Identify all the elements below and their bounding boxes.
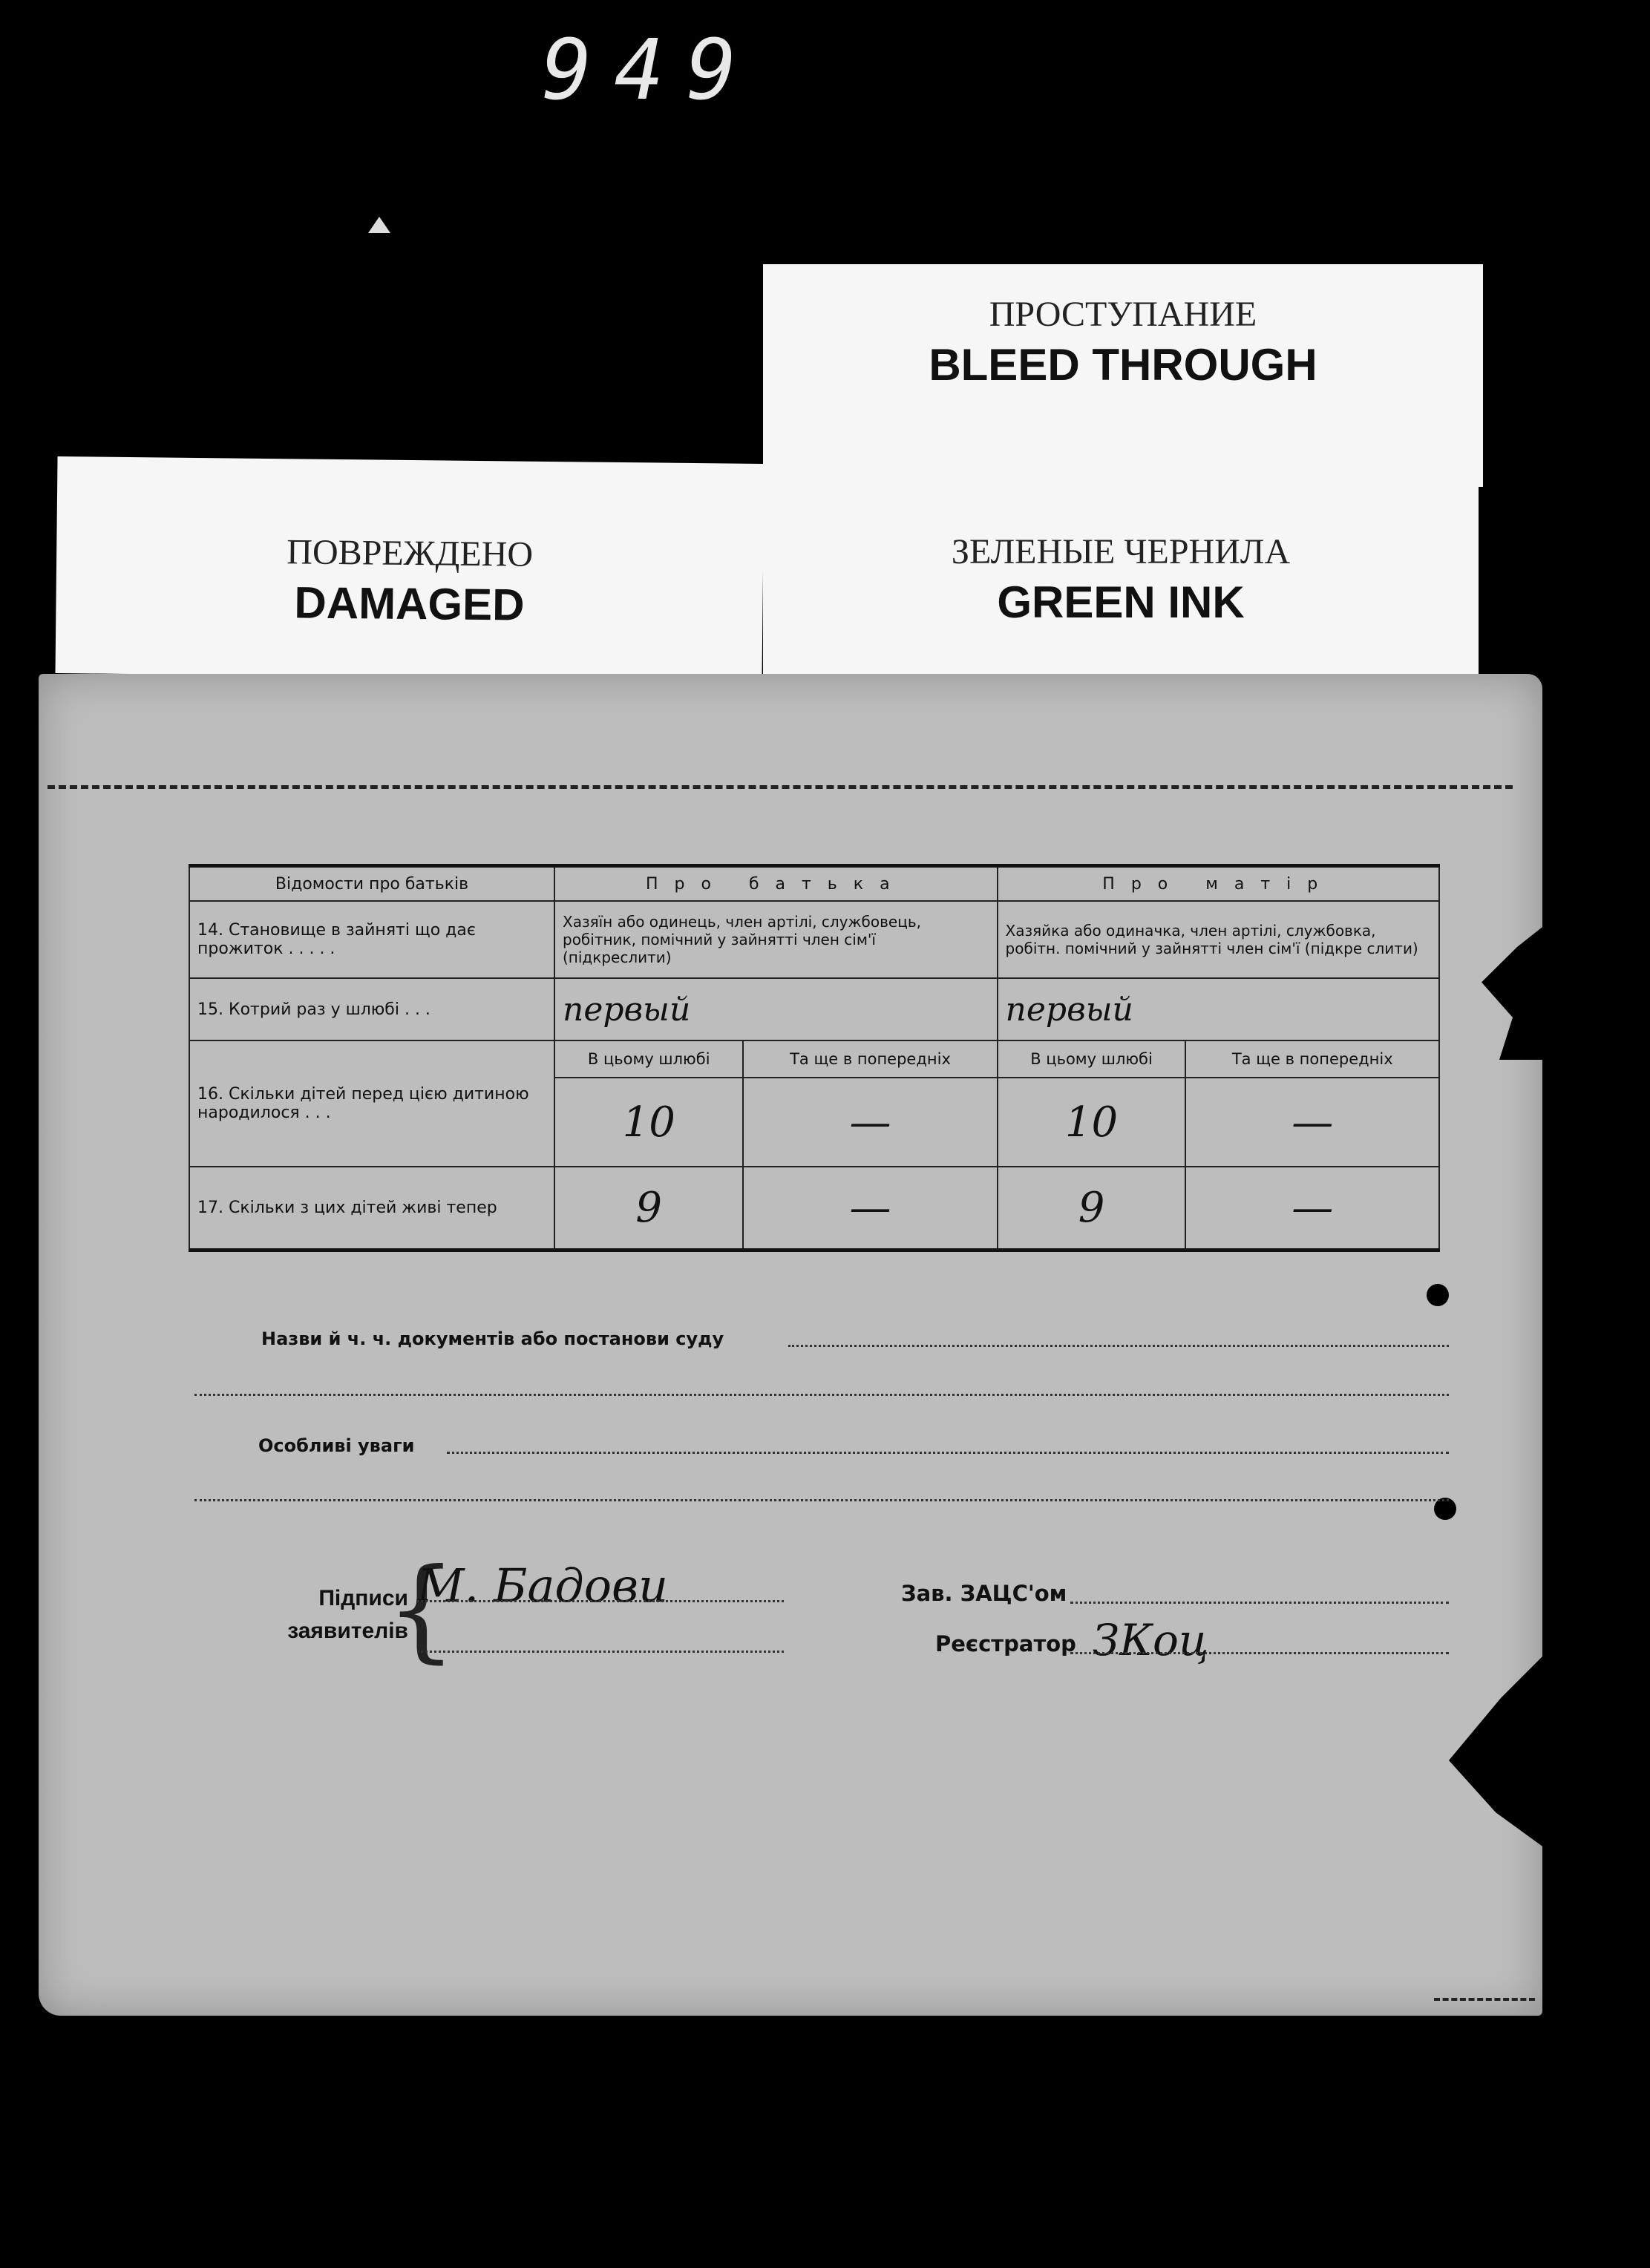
sub-father-prev: Та ще в попередніх (743, 1040, 997, 1078)
perforation-line (48, 785, 1513, 789)
damaged-card (55, 456, 764, 681)
q14-father-options: Хазяїн або одинець, член артілі, службовець, робітник, помічний у зайнятті член сім'ї (підкреслити) (554, 901, 998, 978)
q16-mother-prev: — (1185, 1078, 1439, 1167)
film-speck (368, 217, 390, 233)
signatures-label (238, 1582, 408, 1648)
q16-mother-this: 10 (998, 1078, 1186, 1167)
sub-father-this: В цьому шлюбі (554, 1040, 743, 1078)
applicant-signature-line-2 (417, 1651, 784, 1653)
q15-mother-answer: первый (998, 978, 1439, 1040)
registrar-signature: ЗКоц (1093, 1615, 1209, 1665)
damaged-label-en: DAMAGED (294, 577, 525, 630)
q17-father-this: 9 (554, 1167, 743, 1250)
green-ink-card (763, 472, 1479, 677)
head-signature-line (1070, 1602, 1449, 1604)
q16-father-this: 10 (554, 1078, 743, 1167)
green-ink-label-ru: ЗЕЛЕНЫЕ ЧЕРНИЛА (951, 532, 1291, 571)
head-label: Зав. ЗАЦС'ом (901, 1581, 1067, 1606)
registrar-label: Реєстратор (935, 1631, 1076, 1656)
form-page (39, 674, 1542, 2016)
documents-label: Назви й ч. ч. документів або постанови суду (261, 1328, 724, 1349)
parents-info-table (189, 864, 1440, 1252)
question-16: 16. Скільки дітей перед цією дитиною народилося . . . (189, 1040, 554, 1167)
torn-edge (1449, 1646, 1553, 1854)
notes-label: Особливі уваги (258, 1435, 415, 1456)
torn-edge (1464, 919, 1553, 1060)
applicant-signature: М. Бадови (417, 1559, 669, 1613)
sub-mother-prev: Та ще в попередніх (1185, 1040, 1439, 1078)
q17-father-prev: — (743, 1167, 997, 1250)
header-info: Відомости про батьків (189, 866, 554, 902)
punch-hole (1427, 1284, 1449, 1306)
bleed-through-label-en: BLEED THROUGH (929, 340, 1317, 390)
perforation-line (1434, 1998, 1535, 2001)
bleed-through-card (763, 264, 1483, 487)
signatures-label-line1: Підписи (318, 1586, 408, 1610)
question-14: 14. Становище в зайнятi що дає прожиток . . . . . (189, 901, 554, 978)
frame-number: 949 (542, 22, 759, 119)
documents-line-2 (194, 1394, 1449, 1396)
header-father: Про батька (554, 866, 998, 902)
q15-father-answer: первый (554, 978, 998, 1040)
header-mother: Про матір (998, 866, 1439, 902)
bleed-through-label-ru: ПРОСТУПАНИЕ (989, 295, 1257, 334)
signature-brace: { (386, 1545, 457, 1674)
question-15: 15. Котрий раз у шлюбі . . . (189, 978, 554, 1040)
green-ink-label-en: GREEN INK (997, 577, 1245, 627)
notes-line-2 (194, 1499, 1449, 1501)
notes-line (447, 1452, 1449, 1454)
signatures-label-line2: заявителів (287, 1619, 408, 1643)
q17-mother-this: 9 (998, 1167, 1186, 1250)
question-17: 17. Скільки з цих дітей живі тепер (189, 1167, 554, 1250)
sub-mother-this: В цьому шлюбі (998, 1040, 1186, 1078)
damaged-label-ru: ПОВРЕЖДЕНО (287, 532, 534, 574)
applicant-signature-line (417, 1600, 784, 1602)
q16-father-prev: — (743, 1078, 997, 1167)
q14-mother-options: Хазяйка або одиначка, член артілі, службовка, робітн. помічний у зайнятті член сім'ї (підкре слити) (998, 901, 1439, 978)
documents-line (788, 1345, 1449, 1347)
registrar-signature-line (1070, 1652, 1449, 1654)
q17-mother-prev: — (1185, 1167, 1439, 1250)
